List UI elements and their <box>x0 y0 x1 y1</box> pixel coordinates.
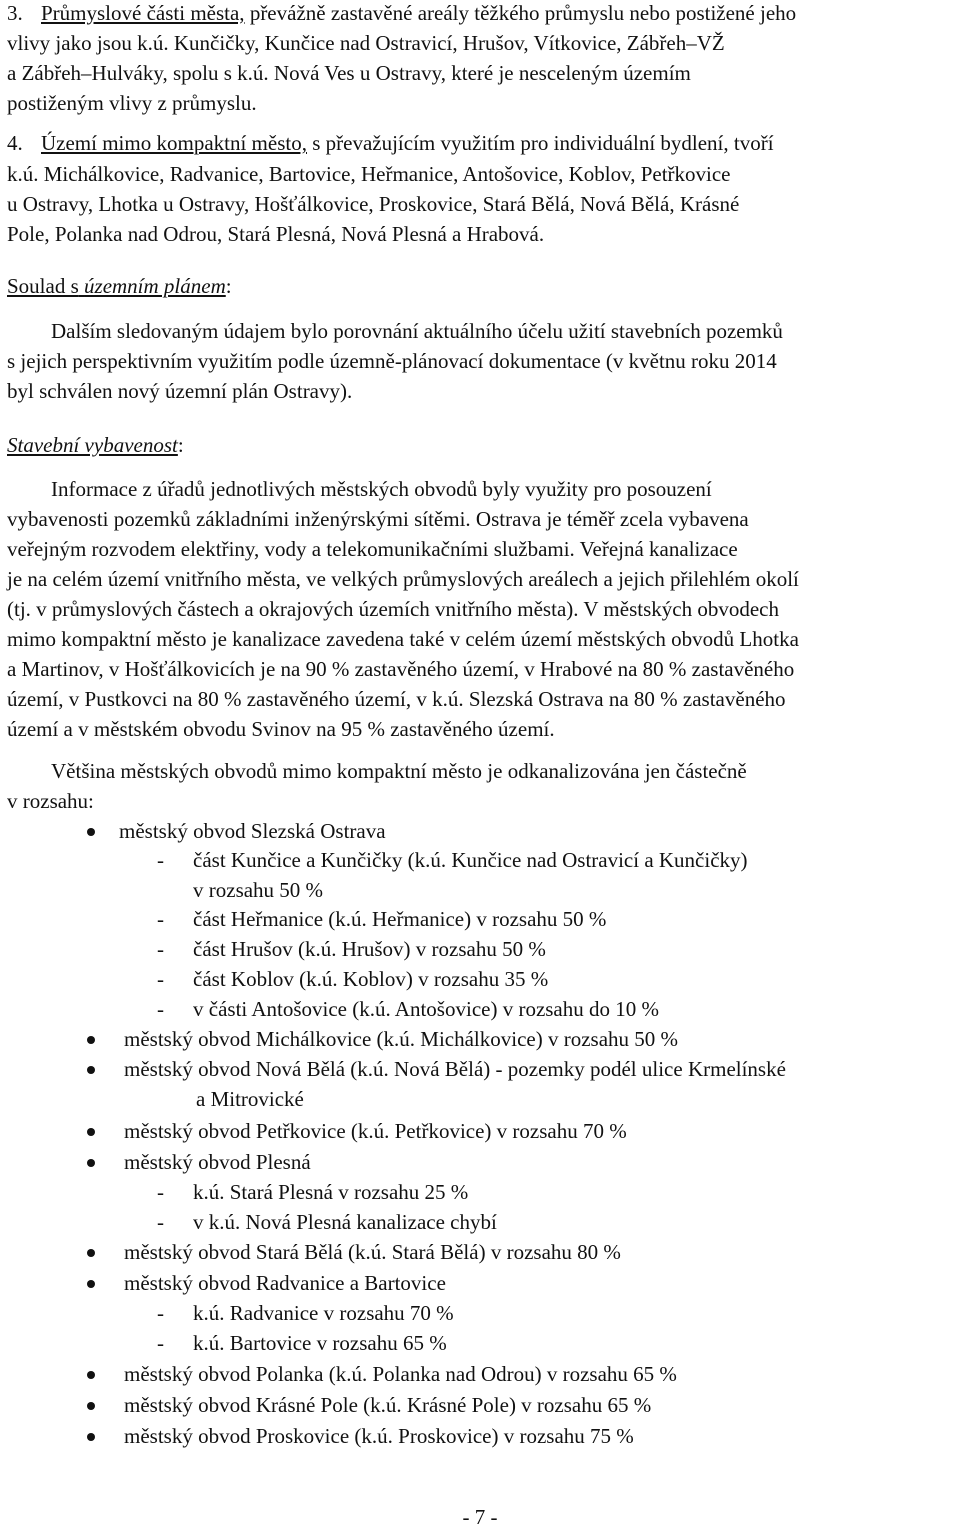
slezska-sub5: v části Antošovice (k.ú. Antošovice) v rozsahu do 10 % <box>193 997 659 1021</box>
obvod-nova-bela-line1: městský obvod Nová Bělá (k.ú. Nová Bělá) - pozemky podél ulice Krmelínské <box>124 1057 786 1081</box>
vybavenost-p1-line: a Martinov, v Hošťálkovicích je na 90 % zastavěného území, v Hrabové na 80 % zastavěného <box>7 657 795 681</box>
obvod-petrkovice: městský obvod Petřkovice (k.ú. Petřkovice) v rozsahu 70 % <box>124 1119 627 1143</box>
vybavenost-heading <box>7 432 184 458</box>
obvod-krasne-pole: městský obvod Krásné Pole (k.ú. Krásné Pole) v rozsahu 65 % <box>124 1393 652 1417</box>
item4-line3: u Ostravy, Lhotka u Ostravy, Hošťálkovice, Proskovice, Stará Bělá, Nová Bělá, Krásné <box>7 192 740 216</box>
soulad-heading <box>7 273 232 299</box>
item3-line4: postiženým vlivy z průmyslu. <box>7 91 257 115</box>
list-number-3: 3. <box>7 1 23 25</box>
bullet-icon <box>87 1159 95 1167</box>
page-number: - 7 - <box>462 1505 498 1529</box>
slezska-sub2: část Heřmanice (k.ú. Heřmanice) v rozsahu 50 % <box>193 907 607 931</box>
vybavenost-p1-line: je na celém území vnitřního města, ve velkých průmyslových areálech a jejich přilehlém okolí <box>7 567 799 591</box>
vybavenost-p1-line: (tj. v průmyslových částech a okrajových územích vnitřního města). V městských obvodech <box>7 597 779 621</box>
item3-line3: a Zábřeh–Hulváky, spolu s k.ú. Nová Ves u Ostravy, které je nesceleným územím <box>7 61 691 85</box>
item4-line4: Pole, Polanka nad Odrou, Stará Plesná, Nová Plesná a Hrabová. <box>7 222 545 246</box>
vybavenost-heading-italic: Stavební vybavenost <box>7 433 178 457</box>
vybavenost-p2-line: v rozsahu: <box>7 789 94 813</box>
dash-icon: - <box>157 907 164 931</box>
vybavenost-p1-line: mimo kompaktní město je kanalizace zavedena také v celém území městských obvodů Lhotka <box>7 627 799 651</box>
slezska-sub1-line1: část Kunčice a Kunčičky (k.ú. Kunčice nad Ostravicí a Kunčičky) <box>193 848 748 872</box>
obvod-plesna: městský obvod Plesná <box>124 1150 311 1174</box>
obvod-slezska: městský obvod Slezská Ostrava <box>119 819 386 843</box>
dash-icon: - <box>157 967 164 991</box>
soulad-line3: byl schválen nový územní plán Ostravy). <box>7 379 353 403</box>
vybavenost-p1-line: veřejným rozvodem elektřiny, vody a telekomunikačními službami. Veřejná kanalizace <box>7 537 738 561</box>
slezska-sub4: část Koblov (k.ú. Koblov) v rozsahu 35 % <box>193 967 549 991</box>
bullet-icon <box>87 1066 95 1074</box>
plesna-sub1: k.ú. Stará Plesná v rozsahu 25 % <box>193 1180 469 1204</box>
item3-line2: vlivy jako jsou k.ú. Kunčičky, Kunčice nad Ostravicí, Hrušov, Vítkovice, Zábřeh–VŽ <box>7 31 725 55</box>
bullet-icon <box>87 1036 95 1044</box>
bullet-icon <box>87 828 95 836</box>
plesna-sub2: v k.ú. Nová Plesná kanalizace chybí <box>193 1210 497 1234</box>
vybavenost-p2-line: Většina městských obvodů mimo kompaktní město je odkanalizována jen částečně <box>51 759 747 783</box>
soulad-line1: Dalším sledovaným údajem bylo porovnání aktuálního účelu užití stavebních pozemků <box>51 319 783 343</box>
obvod-nova-bela-line2: a Mitrovické <box>196 1087 304 1111</box>
soulad-heading-italic: územním plánem <box>84 274 226 298</box>
bullet-icon <box>87 1280 95 1288</box>
radvanice-sub2: k.ú. Bartovice v rozsahu 65 % <box>193 1331 447 1355</box>
vybavenost-heading-colon: : <box>177 433 184 457</box>
item4-line2: k.ú. Michálkovice, Radvanice, Bartovice, Heřmanice, Antošovice, Koblov, Petřkovice <box>7 162 731 186</box>
obvod-stara-bela: městský obvod Stará Bělá (k.ú. Stará Bělá) v rozsahu 80 % <box>124 1240 621 1264</box>
item3-rest: převážně zastavěné areály těžkého průmyslu nebo postižené jeho <box>249 1 797 25</box>
vybavenost-p1-line: území a v městském obvodu Svinov na 95 % zastavěného území. <box>7 717 555 741</box>
slezska-sub1-line2: v rozsahu 50 % <box>193 878 324 902</box>
dash-icon: - <box>157 1301 164 1325</box>
item4-lead: Území mimo kompaktní město, <box>41 131 307 155</box>
bullet-icon <box>87 1433 95 1441</box>
slezska-sub3: část Hrušov (k.ú. Hrušov) v rozsahu 50 % <box>193 937 546 961</box>
vybavenost-p1-line: Informace z úřadů jednotlivých městských obvodů byly využity pro posouzení <box>51 477 712 501</box>
obvod-michalkovice: městský obvod Michálkovice (k.ú. Michálkovice) v rozsahu 50 % <box>124 1027 679 1051</box>
obvod-proskovice: městský obvod Proskovice (k.ú. Proskovice) v rozsahu 75 % <box>124 1424 634 1448</box>
bullet-icon <box>87 1371 95 1379</box>
obvod-polanka: městský obvod Polanka (k.ú. Polanka nad Odrou) v rozsahu 65 % <box>124 1362 677 1386</box>
dash-icon: - <box>157 848 164 872</box>
item3-lead: Průmyslové části města, <box>41 1 245 25</box>
vybavenost-p1-line: vybavenosti pozemků základními inženýrskými sítěmi. Ostrava je téměř zcela vybavena <box>7 507 749 531</box>
dash-icon: - <box>157 1180 164 1204</box>
dash-icon: - <box>157 1210 164 1234</box>
bullet-icon <box>87 1402 95 1410</box>
bullet-icon <box>87 1128 95 1136</box>
bullet-icon <box>87 1249 95 1257</box>
dash-icon: - <box>157 997 164 1021</box>
soulad-heading-prefix: Soulad s <box>7 274 79 298</box>
item3-line1 <box>41 0 957 26</box>
radvanice-sub1: k.ú. Radvanice v rozsahu 70 % <box>193 1301 454 1325</box>
list-number-4: 4. <box>7 131 23 155</box>
item4-line1 <box>41 130 774 156</box>
dash-icon: - <box>157 937 164 961</box>
vybavenost-p1-line: území, v Pustkovci na 80 % zastavěného území, v k.ú. Slezská Ostrava na 80 % zastavěného <box>7 687 786 711</box>
item4-rest: s převažujícím využitím pro individuální bydlení, tvoří <box>312 131 774 155</box>
soulad-heading-colon: : <box>225 274 232 298</box>
obvod-radvanice: městský obvod Radvanice a Bartovice <box>124 1271 446 1295</box>
dash-icon: - <box>157 1331 164 1355</box>
soulad-line2: s jejich perspektivním využitím podle územně-plánovací dokumentace (v květnu roku 2014 <box>7 349 777 373</box>
